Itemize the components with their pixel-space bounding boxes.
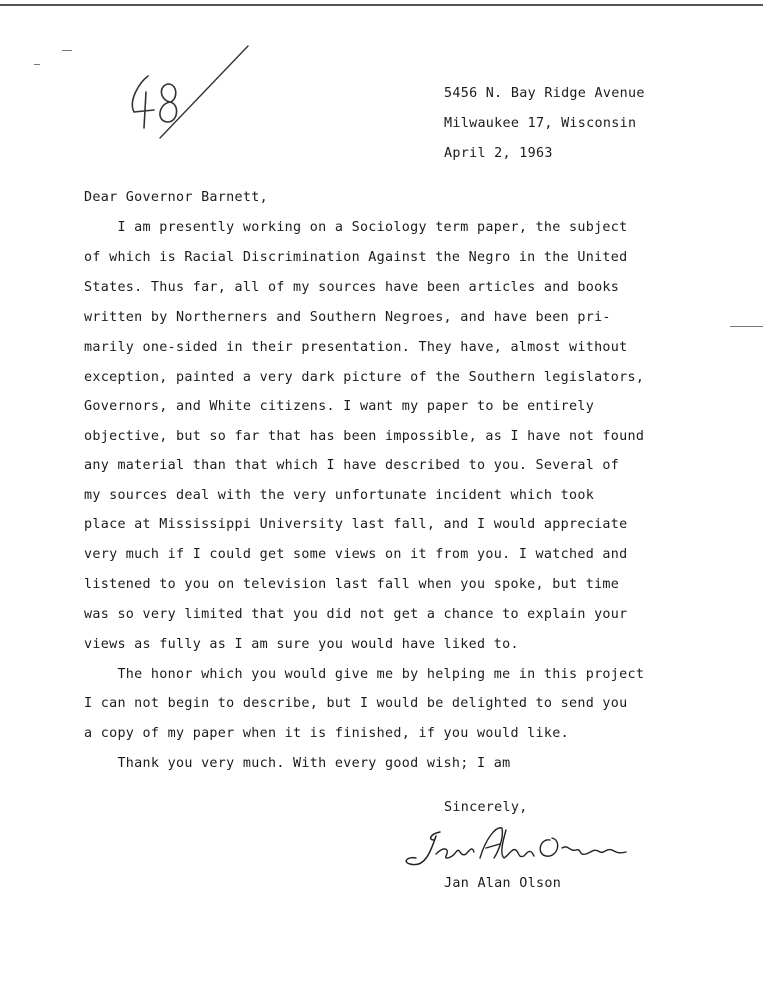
body-line: I am presently working on a Sociology term paper, the subject [84, 220, 628, 235]
body-line: States. Thus far, all of my sources have been articles and books [84, 280, 620, 295]
body-line: Governors, and White citizens. I want my paper to be entirely [84, 399, 595, 414]
body-line: The honor which you would give me by helping me in this project [84, 667, 645, 682]
scan-mark [730, 326, 763, 327]
body-line: marily one-sided in their presentation. They have, almost without [84, 340, 628, 355]
body-line: objective, but so far that has been impossible, as I have not found [84, 429, 645, 444]
body-line: was so very limited that you did not get a chance to explain your [84, 607, 628, 622]
handwritten-note [120, 40, 260, 150]
body-line: my sources deal with the very unfortunate incident which took [84, 488, 595, 503]
body-line: very much if I could get some views on it from you. I watched and [84, 547, 628, 562]
scan-mark [62, 50, 72, 51]
body-line: I can not begin to describe, but I would be delighted to send you [84, 696, 628, 711]
body-line: exception, painted a very dark picture of the Southern legislators, [84, 370, 645, 385]
body-line: of which is Racial Discrimination Against the Negro in the United [84, 250, 628, 265]
typed-signature-name: Jan Alan Olson [444, 876, 562, 891]
sender-street: 5456 N. Bay Ridge Avenue [444, 86, 645, 101]
sender-city: Milwaukee 17, Wisconsin [444, 116, 637, 131]
handwritten-signature [400, 818, 640, 878]
body-line: any material than that which I have described to you. Several of [84, 458, 620, 473]
body-line: a copy of my paper when it is finished, if you would like. [84, 726, 569, 741]
body-line: views as fully as I am sure you would have liked to. [84, 637, 519, 652]
letter-date: April 2, 1963 [444, 146, 553, 161]
scan-mark [34, 64, 40, 65]
body-line: written by Northerners and Southern Negroes, and have been pri- [84, 310, 611, 325]
body-line: listened to you on television last fall when you spoke, but time [84, 577, 620, 592]
salutation: Dear Governor Barnett, [84, 190, 268, 205]
scan-top-edge [0, 4, 763, 6]
body-line: place at Mississippi University last fall, and I would appreciate [84, 517, 628, 532]
body-line: Thank you very much. With every good wish; I am [84, 756, 511, 771]
closing: Sincerely, [444, 800, 528, 815]
